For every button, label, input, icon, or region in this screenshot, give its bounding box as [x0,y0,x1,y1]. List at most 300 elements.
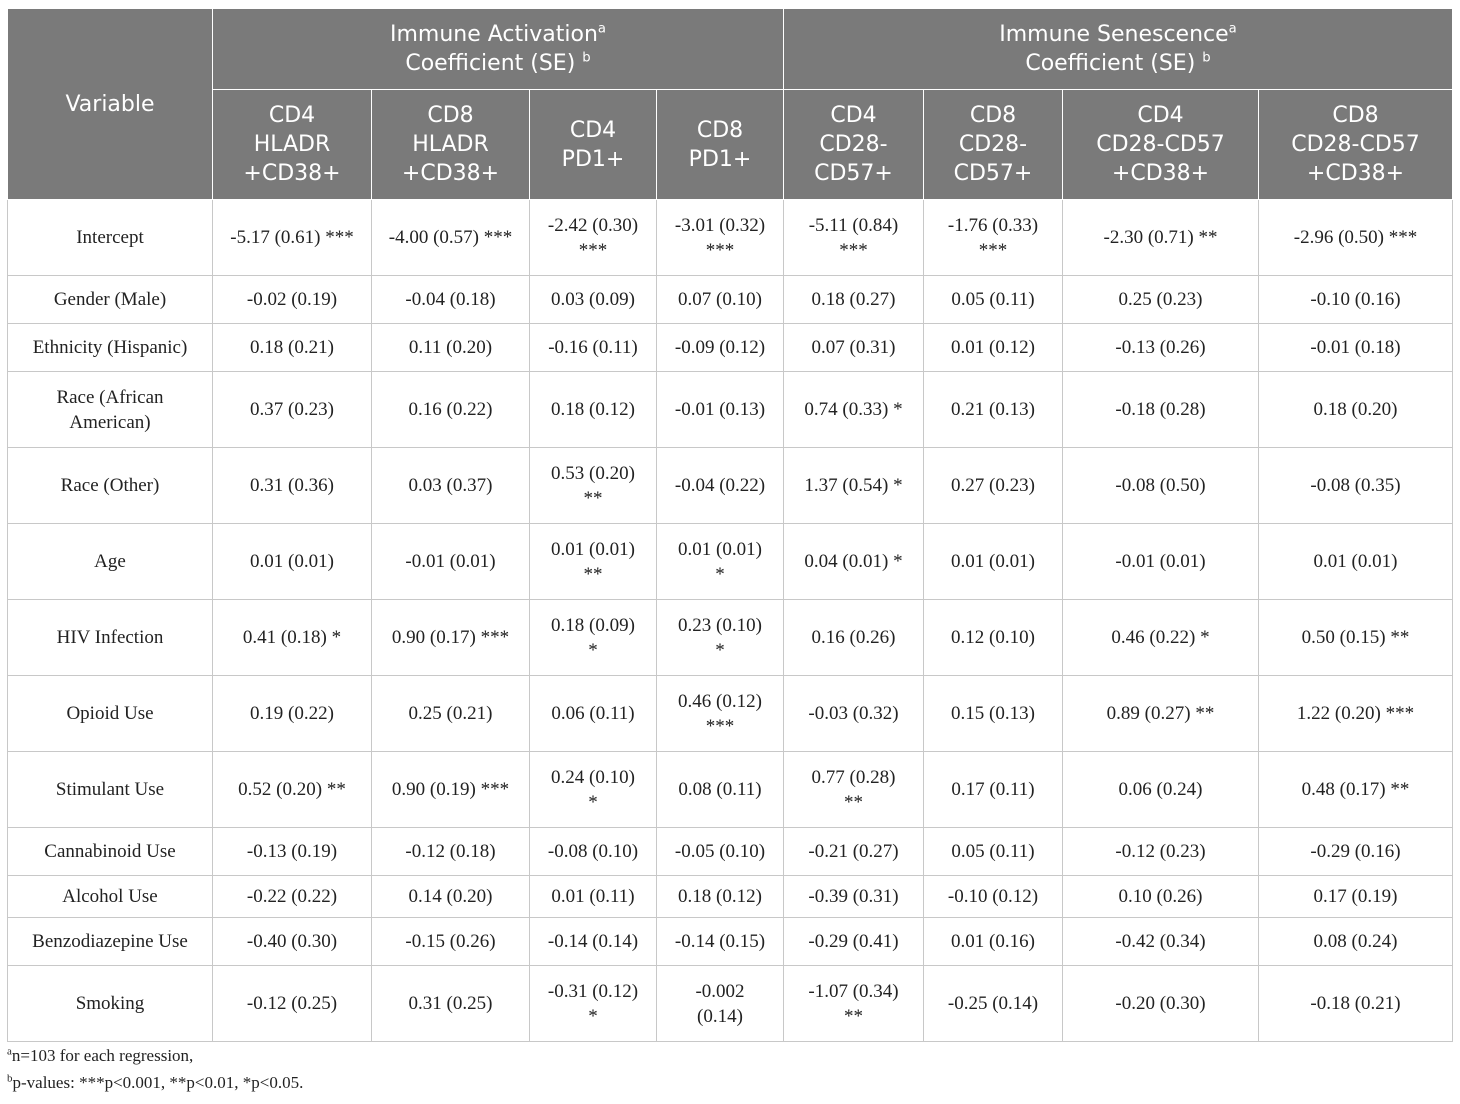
footnote-text: n=103 for each regression, [11,1046,194,1065]
column-header-line: CD8 [696,117,744,143]
variable-cell: Cannabinoid Use [8,828,213,876]
coefficient-value: -0.42 (0.34) [1115,931,1206,952]
coefficient-value: 0.48 (0.17) ** [1301,779,1410,800]
coefficient-value: -0.09 (0.12) [674,337,766,358]
coefficient-value: 0.03 (0.09) [551,289,635,310]
coefficient-cell [213,600,372,676]
coefficient-cell [657,200,784,276]
coefficient-cell [1259,918,1453,966]
coefficient-cell [657,828,784,876]
coefficient-value: -0.14 (0.15) [674,931,766,952]
coefficient-value: -0.39 (0.31) [808,886,899,907]
coefficient-value: 0.14 (0.20) [408,886,493,907]
coefficient-value: -0.08 (0.50) [1115,475,1206,496]
coefficient-value: 0.16 (0.26) [811,627,896,648]
coefficient-value: -0.01 (0.01) [1115,551,1206,572]
coefficient-cell [372,276,530,324]
coefficient-value: 0.05 (0.11) [951,289,1035,310]
coefficient-cell [372,752,530,828]
column-header-line: +CD38+ [401,161,500,186]
coefficient-cell [784,876,924,918]
variable-cell: Gender (Male) [8,276,213,324]
coefficient-value: 0.31 (0.25) [408,993,493,1014]
column-header-line: +CD38+ [1111,161,1210,186]
coefficient-value: 0.01 (0.16) [951,931,1035,952]
table-row [8,600,1453,676]
coefficient-cell [1259,324,1453,372]
coefficient-cell [1259,448,1453,524]
coefficient-value: 0.15 (0.13) [951,703,1035,724]
coefficient-value: -4.00 (0.57) *** [388,227,513,248]
coefficient-value: -0.18 (0.21) [1310,993,1401,1014]
coefficient-value: -0.04 (0.18) [405,289,496,310]
coefficient-cell [372,372,530,448]
coefficient-value: 0.06 (0.11) [551,703,635,724]
coefficient-cell [784,828,924,876]
variable-cell: Opioid Use [8,676,213,752]
variable-cell: Alcohol Use [8,876,213,918]
coefficient-cell [924,600,1063,676]
coefficient-cell [1063,200,1259,276]
variable-cell: Stimulant Use [8,752,213,828]
coefficient-cell [784,676,924,752]
coefficient-value: 0.12 (0.10) [951,627,1035,648]
coefficient-cell [213,276,372,324]
coefficient-value: ** [583,563,603,585]
group-subtitle: Coefficient (SE) [1025,51,1196,76]
coefficient-value: -0.01 (0.13) [674,399,766,420]
coefficient-value: 0.27 (0.23) [951,475,1035,496]
coefficient-value: -0.08 (0.35) [1310,475,1401,496]
coefficient-value: * [588,639,598,661]
coefficient-cell [372,448,530,524]
coefficient-value: 0.08 (0.11) [678,779,762,800]
coefficient-value: 0.46 (0.22) * [1111,627,1210,648]
table-header [8,9,1453,200]
coefficient-cell [657,752,784,828]
coefficient-cell [924,828,1063,876]
table-row [8,372,1453,448]
coefficient-cell [1063,372,1259,448]
coefficient-cell [1063,752,1259,828]
table-row [8,966,1453,1042]
coefficient-value: 0.31 (0.36) [250,475,334,496]
coefficient-value: 0.17 (0.11) [951,779,1035,800]
coefficient-cell [213,966,372,1042]
group-title: Immune Activation [390,22,598,47]
coefficient-cell [657,276,784,324]
coefficient-value: 0.21 (0.13) [951,399,1035,420]
variable-label-line: American) [69,411,151,433]
table-row [8,200,1453,276]
coefficient-cell [530,524,657,600]
coefficient-value: -1.76 (0.33) [947,214,1039,236]
coefficient-cell [657,918,784,966]
column-header [213,90,372,200]
coefficient-cell [1259,276,1453,324]
coefficient-cell [784,752,924,828]
coefficient-cell [657,676,784,752]
coefficient-cell [784,324,924,372]
coefficient-value: 0.90 (0.19) *** [391,779,510,800]
coefficient-value: ** [583,487,603,509]
coefficient-value: 0.50 (0.15) ** [1301,627,1410,648]
coefficient-value: *** [578,239,608,261]
column-header-line: CD28- [958,132,1028,157]
variable-header: Variable [8,9,213,200]
coefficient-cell [530,876,657,918]
table-row [8,276,1453,324]
coefficient-value: 0.01 (0.01) [678,538,762,560]
variable-cell: Smoking [8,966,213,1042]
coefficient-cell [530,828,657,876]
coefficient-value: 0.25 (0.21) [408,703,493,724]
table-body [8,200,1453,1042]
coefficient-value: 0.16 (0.22) [408,399,493,420]
column-header-line: CD28- [819,132,888,157]
coefficient-value: 0.07 (0.10) [678,289,762,310]
coefficient-value: *** [978,239,1008,261]
coefficient-value: 0.05 (0.11) [951,841,1035,862]
coefficient-cell [784,448,924,524]
coefficient-value: 0.89 (0.27) ** [1106,703,1215,724]
coefficient-value: 0.18 (0.09) [551,614,635,636]
coefficient-cell [530,324,657,372]
column-header [924,90,1063,200]
coefficient-cell [530,752,657,828]
coefficient-value: 0.08 (0.24) [1313,931,1398,952]
coefficient-cell [213,324,372,372]
footnote-a [7,1046,193,1066]
coefficient-value: 0.25 (0.23) [1118,289,1203,310]
coefficient-cell [784,918,924,966]
column-header [784,90,924,200]
column-header-line: +CD38+ [1306,161,1405,186]
coefficient-cell [213,200,372,276]
coefficient-cell [924,200,1063,276]
coefficient-cell [1259,828,1453,876]
coefficient-cell [1063,324,1259,372]
column-header-line: HLADR [253,132,331,157]
coefficient-value: -0.10 (0.12) [947,886,1039,907]
coefficient-cell [530,918,657,966]
coefficient-cell [657,372,784,448]
column-header [530,90,657,200]
coefficient-value: 1.22 (0.20) *** [1296,703,1415,724]
coefficient-cell [1259,524,1453,600]
coefficient-value: -0.05 (0.10) [674,841,766,862]
coefficient-value: 0.90 (0.17) *** [391,627,510,648]
coefficient-value: -0.12 (0.18) [405,841,496,862]
coefficient-value: -2.30 (0.71) ** [1103,227,1218,248]
coefficient-value: 0.01 (0.01) [250,551,334,572]
coefficient-value: * [588,1005,598,1027]
coefficient-value: -5.17 (0.61) *** [230,227,354,248]
coefficient-value: -0.16 (0.11) [548,337,638,358]
coefficient-value: -0.04 (0.22) [674,475,766,496]
coefficient-cell [213,828,372,876]
column-header-line: CD4 [830,103,877,128]
coefficient-cell [1063,966,1259,1042]
coefficient-cell [530,966,657,1042]
coefficient-cell [1259,966,1453,1042]
column-header [657,90,784,200]
coefficient-value: 0.53 (0.20) [551,462,635,484]
coefficient-value: 0.11 (0.20) [408,337,493,358]
column-header-line: CD8 [427,103,474,128]
coefficient-value: -0.01 (0.01) [405,551,496,572]
coefficient-cell [924,276,1063,324]
coefficient-cell [213,752,372,828]
coefficient-value: 0.01 (0.01) [1313,551,1398,572]
variable-cell: Age [8,524,213,600]
coefficient-value: *** [705,715,735,737]
table-row [8,524,1453,600]
coefficient-cell [784,966,924,1042]
footnote-mark: a [1228,21,1237,37]
group-title: Immune Senescence [999,22,1229,47]
column-header-line: CD57+ [814,161,893,186]
coefficient-value: * [715,563,725,585]
coefficient-cell [530,600,657,676]
coefficient-value: -5.11 (0.84) [808,214,899,236]
coefficient-cell [1063,276,1259,324]
coefficient-cell [924,372,1063,448]
coefficient-value: -0.29 (0.16) [1310,841,1401,862]
coefficient-value: -0.13 (0.19) [246,841,338,862]
coefficient-cell [1063,524,1259,600]
coefficient-cell [1259,600,1453,676]
coefficient-value: -0.15 (0.26) [405,931,496,952]
coefficient-value: ** [844,1005,863,1027]
coefficient-cell [657,600,784,676]
column-header-line: CD4 [569,117,617,143]
table-row [8,448,1453,524]
coefficient-value: -0.31 (0.12) [547,980,639,1002]
column-header [1063,90,1259,200]
coefficient-cell [1259,200,1453,276]
coefficient-cell [784,372,924,448]
coefficient-value: 0.07 (0.31) [811,337,896,358]
coefficient-cell [784,200,924,276]
coefficient-cell [372,600,530,676]
coefficient-cell [213,918,372,966]
coefficient-value: (0.14) [697,1005,743,1027]
coefficient-value: -1.07 (0.34) [808,980,899,1002]
column-header-line: CD28-CD57 [1291,132,1420,157]
footnote-mark: b [582,50,591,66]
variable-cell: Intercept [8,200,213,276]
coefficient-cell [924,676,1063,752]
coefficient-cell [657,524,784,600]
coefficient-value: -0.14 (0.14) [547,931,639,952]
coefficient-cell [1063,828,1259,876]
coefficient-value: -0.18 (0.28) [1115,399,1206,420]
coefficient-value: -0.10 (0.16) [1310,289,1401,310]
regression-table [7,8,1453,1042]
coefficient-cell [784,524,924,600]
variable-cell [8,372,213,448]
coefficient-cell [924,324,1063,372]
coefficient-value: *** [705,239,735,261]
coefficient-cell [372,876,530,918]
column-header-line: CD28-CD57 [1096,132,1225,157]
coefficient-value: 0.01 (0.01) [551,538,635,560]
coefficient-cell [657,324,784,372]
coefficient-value: -0.13 (0.26) [1115,337,1206,358]
coefficient-value: * [715,639,725,661]
coefficient-value: ** [844,791,863,813]
coefficient-value: -0.03 (0.32) [808,703,899,724]
coefficient-value: -0.12 (0.25) [246,993,338,1014]
coefficient-cell [530,200,657,276]
coefficient-value: 0.41 (0.18) * [242,627,342,648]
coefficient-value: * [588,791,598,813]
footnote-b [7,1073,303,1093]
coefficient-value: -0.40 (0.30) [246,931,338,952]
coefficient-cell [530,676,657,752]
variable-cell: Ethnicity (Hispanic) [8,324,213,372]
column-header-line: CD8 [969,103,1017,128]
coefficient-cell [1063,876,1259,918]
group-subtitle: Coefficient (SE) [405,51,576,76]
table-row [8,828,1453,876]
variable-cell: HIV Infection [8,600,213,676]
coefficient-cell [1259,676,1453,752]
coefficient-cell [1063,918,1259,966]
coefficient-value: 0.01 (0.12) [951,337,1035,358]
coefficient-value: -0.02 (0.19) [246,289,338,310]
footnote-text: p-values: ***p<0.001, **p<0.01, *p<0.05. [12,1073,304,1092]
footnote-mark: a [597,21,606,37]
coefficient-value: 0.19 (0.22) [250,703,334,724]
coefficient-value: 0.03 (0.37) [408,475,493,496]
coefficient-cell [372,324,530,372]
footnote-mark: b [1202,50,1211,66]
coefficient-cell [924,524,1063,600]
coefficient-cell [1063,600,1259,676]
coefficient-value: 0.01 (0.01) [951,551,1035,572]
coefficient-cell [372,918,530,966]
coefficient-value: -0.01 (0.18) [1310,337,1401,358]
coefficient-value: -0.21 (0.27) [808,841,899,862]
coefficient-value: 0.24 (0.10) [551,766,635,788]
coefficient-value: 0.52 (0.20) ** [238,779,346,800]
coefficient-cell [924,448,1063,524]
table-row [8,324,1453,372]
column-header [372,90,530,200]
coefficient-cell [1259,876,1453,918]
coefficient-cell [924,918,1063,966]
column-header-line: CD8 [1332,103,1379,128]
coefficient-cell [213,876,372,918]
coefficient-value: 0.77 (0.28) [811,766,896,788]
column-header-line: CD4 [268,103,316,128]
immune-activation-group-header [213,9,784,90]
coefficient-cell [657,876,784,918]
coefficient-cell [657,966,784,1042]
coefficient-value: -0.29 (0.41) [808,931,899,952]
coefficient-value: -2.96 (0.50) *** [1293,227,1418,248]
coefficient-value: 0.18 (0.20) [1313,399,1398,420]
coefficient-cell [924,966,1063,1042]
column-header-line: HLADR [412,132,489,157]
coefficient-cell [213,676,372,752]
column-header-line: CD57+ [953,161,1033,186]
coefficient-cell [1259,752,1453,828]
coefficient-cell [924,876,1063,918]
coefficient-value: 1.37 (0.54) * [804,475,903,496]
table-row [8,918,1453,966]
coefficient-value: 0.74 (0.33) * [804,399,903,420]
coefficient-value: -2.42 (0.30) [547,214,639,236]
coefficient-cell [1063,676,1259,752]
coefficient-value: 0.01 (0.11) [551,886,635,907]
variable-cell: Race (Other) [8,448,213,524]
variable-label-line: Race (African [56,386,164,408]
coefficient-cell [784,600,924,676]
coefficient-value: -0.002 [695,980,745,1002]
coefficient-cell [1063,448,1259,524]
variable-cell: Benzodiazepine Use [8,918,213,966]
coefficient-value: 0.46 (0.12) [678,690,762,712]
coefficient-cell [657,448,784,524]
coefficient-value: -0.25 (0.14) [947,993,1039,1014]
coefficient-value: 0.18 (0.12) [551,399,635,420]
coefficient-value: 0.18 (0.27) [811,289,896,310]
coefficient-value: 0.18 (0.12) [678,886,762,907]
table-row [8,752,1453,828]
coefficient-cell [372,524,530,600]
column-header-line: +CD38+ [243,161,341,186]
footnote-mark: b [7,1072,13,1085]
coefficient-cell [372,966,530,1042]
coefficient-cell [1259,372,1453,448]
coefficient-value: 0.17 (0.19) [1313,886,1398,907]
column-header-line: CD4 [1137,103,1184,128]
coefficient-cell [372,828,530,876]
coefficient-value: 0.23 (0.10) [678,614,762,636]
coefficient-value: -0.22 (0.22) [246,886,338,907]
table-row [8,876,1453,918]
coefficient-value: 0.37 (0.23) [250,399,334,420]
coefficient-cell [213,372,372,448]
coefficient-value: 0.18 (0.21) [250,337,334,358]
coefficient-cell [530,448,657,524]
coefficient-cell [530,372,657,448]
coefficient-cell [372,676,530,752]
coefficient-cell [213,524,372,600]
immune-senescence-group-header [784,9,1453,90]
coefficient-value: 0.06 (0.24) [1118,779,1203,800]
coefficient-cell [530,276,657,324]
table-row [8,676,1453,752]
column-header-row [8,90,1453,200]
coefficient-value: -0.12 (0.23) [1115,841,1206,862]
coefficient-cell [372,200,530,276]
coefficient-cell [784,276,924,324]
coefficient-value: -0.08 (0.10) [547,841,639,862]
coefficient-value: -0.20 (0.30) [1115,993,1206,1014]
coefficient-value: 0.04 (0.01) * [804,551,903,572]
column-header-line: PD1+ [688,146,752,172]
column-header-line: PD1+ [561,146,625,172]
coefficient-value: *** [839,239,868,261]
coefficient-value: 0.10 (0.26) [1118,886,1203,907]
coefficient-value: -3.01 (0.32) [674,214,766,236]
coefficient-cell [213,448,372,524]
column-header [1259,90,1453,200]
